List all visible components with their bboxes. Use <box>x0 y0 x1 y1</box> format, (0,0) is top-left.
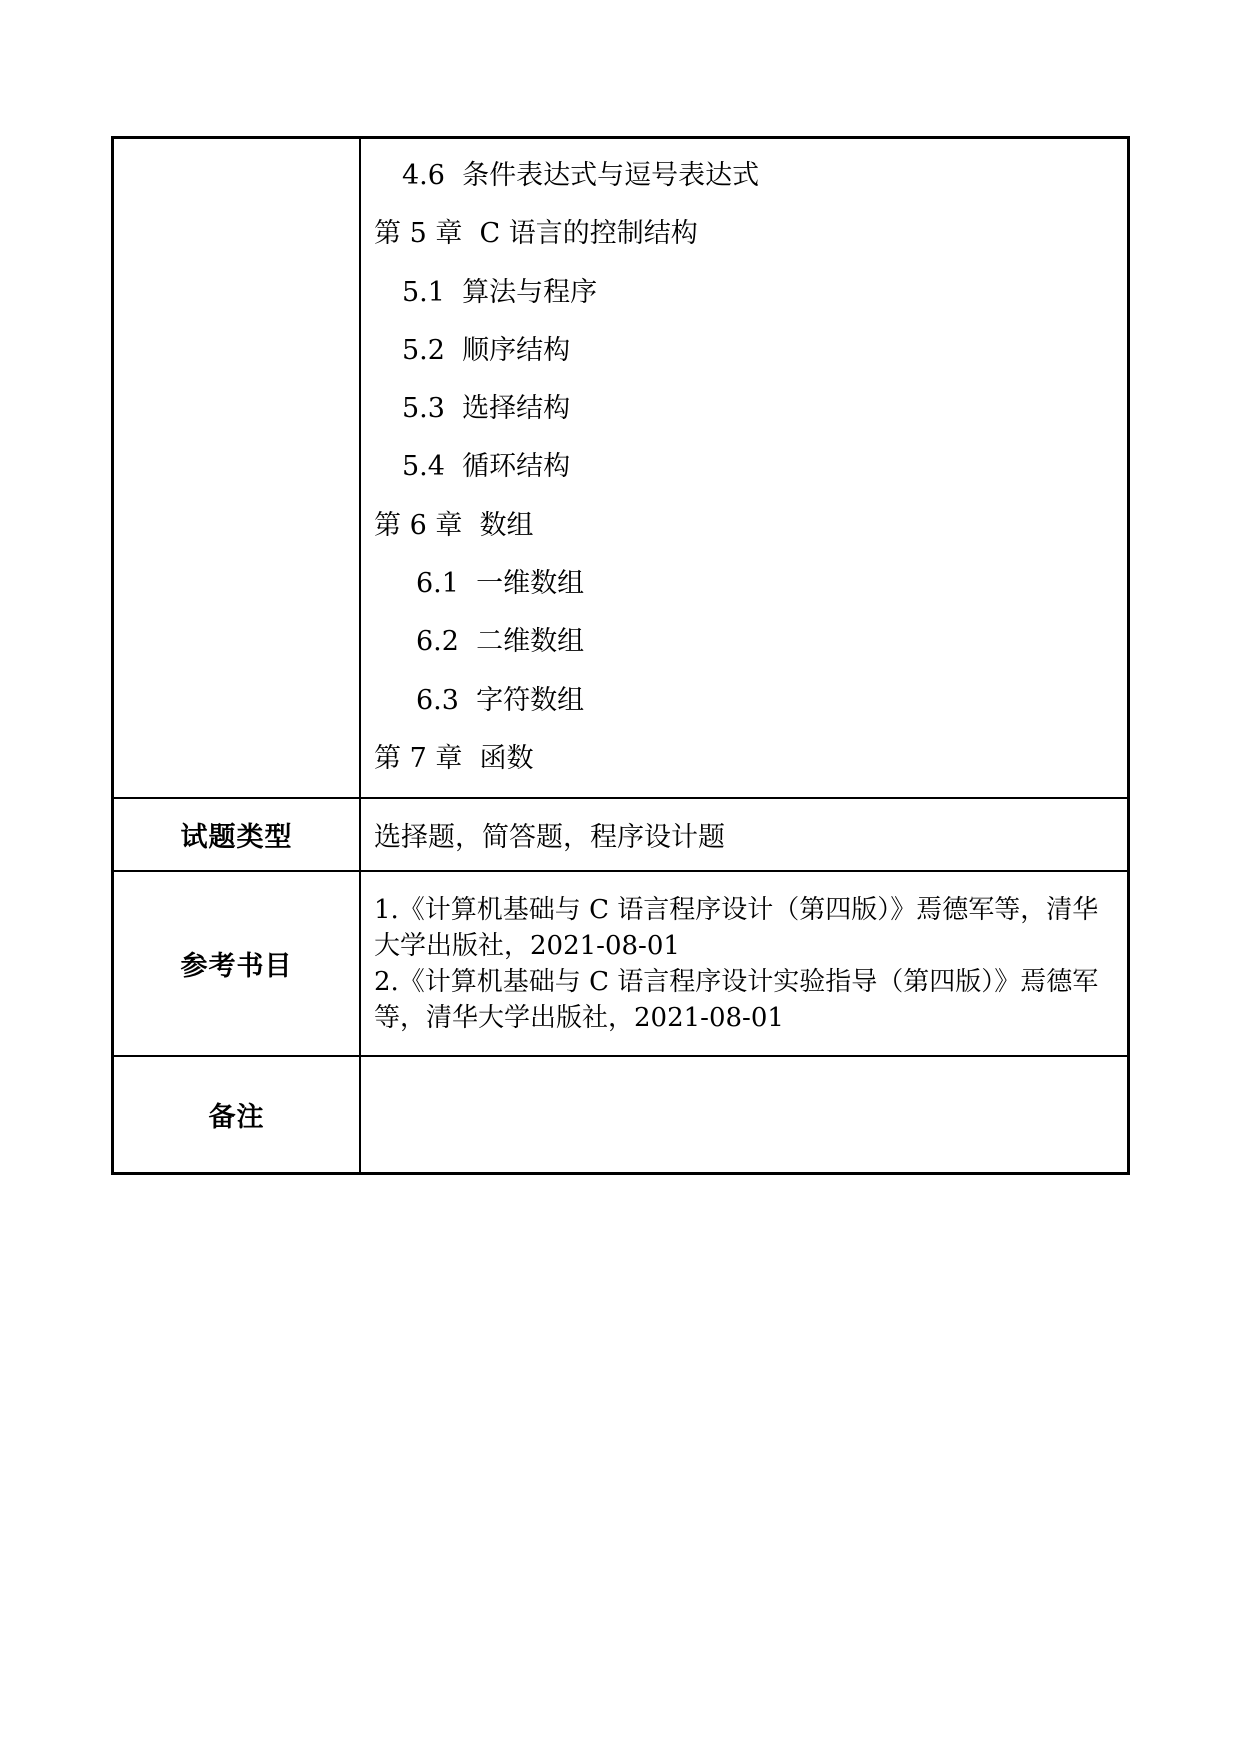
references-content <box>360 871 1129 1056</box>
outline-item: 5.2 顺序结构 <box>402 334 571 366</box>
question-types-value: 选择题，简答题，程序设计题 <box>360 798 1129 871</box>
outline-list <box>374 139 1127 797</box>
notes-value <box>360 1056 1129 1174</box>
notes-row <box>113 1056 1129 1174</box>
outline-item: 第 5 章 C 语言的控制结构 <box>374 218 698 250</box>
syllabus-table <box>111 136 1130 1175</box>
references-label: 参考书目 <box>113 871 361 1056</box>
outline-content <box>360 138 1129 799</box>
references-row <box>113 871 1129 1056</box>
outline-label <box>113 138 361 799</box>
notes-label: 备注 <box>113 1056 361 1174</box>
outline-item: 第 7 章 函数 <box>374 742 534 774</box>
outline-item: 6.3 字符数组 <box>416 684 585 716</box>
outline-item: 5.4 循环结构 <box>402 451 571 483</box>
outline-item: 5.1 算法与程序 <box>402 276 598 308</box>
outline-row <box>113 138 1129 799</box>
outline-item: 6.2 二维数组 <box>416 626 585 658</box>
question-types-label: 试题类型 <box>113 798 361 871</box>
question-types-row <box>113 798 1129 871</box>
outline-item: 5.3 选择结构 <box>402 393 571 425</box>
reference-entry: 1.《计算机基础与 C 语言程序设计（第四版）》焉德军等，清华大学出版社，2021-08-01 <box>374 894 1099 961</box>
reference-entry: 2.《计算机基础与 C 语言程序设计实验指导（第四版）》焉德军等，清华大学出版社，2021-08-01 <box>374 966 1099 1033</box>
outline-item: 4.6 条件表达式与逗号表达式 <box>402 160 760 191</box>
outline-item: 第 6 章 数组 <box>374 509 534 541</box>
outline-item: 6.1 一维数组 <box>416 568 585 600</box>
references-list <box>374 892 1127 1036</box>
